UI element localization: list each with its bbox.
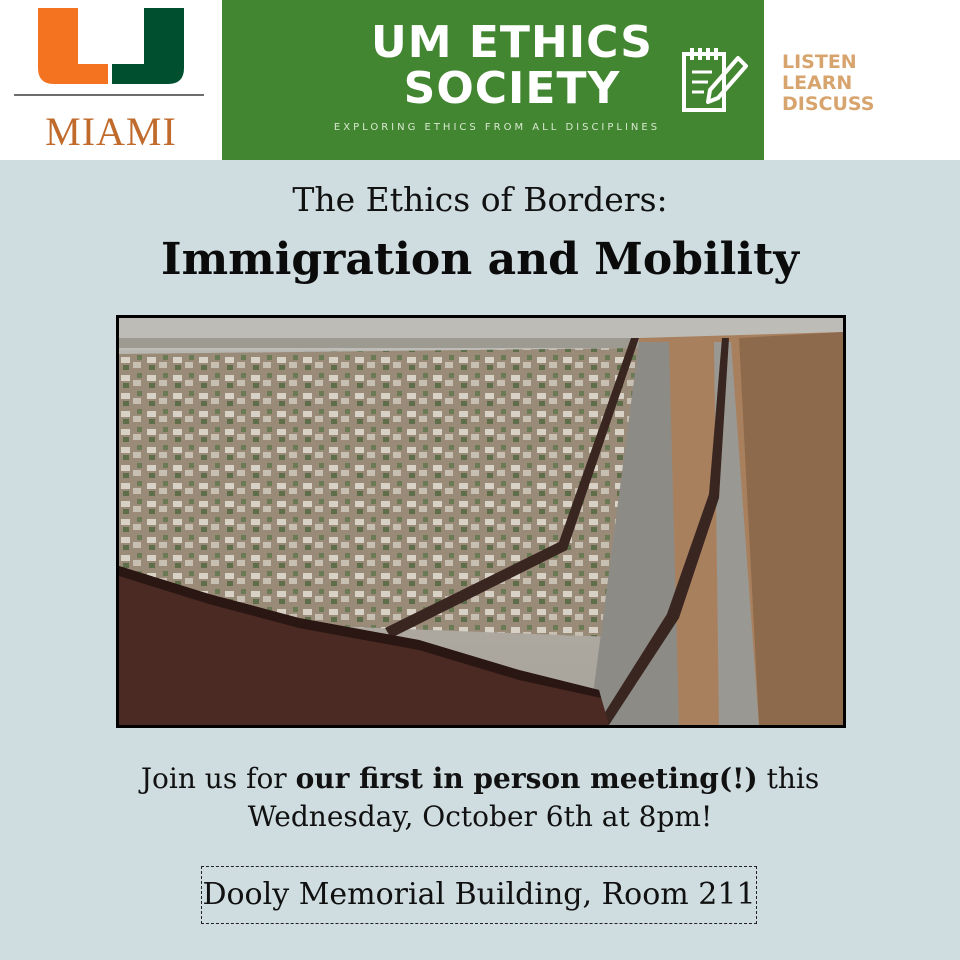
location-box: Dooly Memorial Building, Room 211 [201,866,757,924]
logo-divider [14,94,204,96]
society-title [352,17,672,114]
tagline-learn: LEARN [782,72,853,94]
society-title-line2: SOCIETY [403,63,621,114]
tagline-discuss: DISCUSS [782,93,875,115]
event-title: Immigration and Mobility [161,234,799,285]
border-wall-photo [116,315,846,728]
invite-suffix: this [757,762,820,795]
tagline-listen: LISTEN [782,51,857,73]
header [0,0,960,160]
invite-highlight: our first in person meeting(!) [295,762,758,795]
invite-line2: Wednesday, October 6th at 8pm! [247,800,713,833]
notepad-pencil-icon [678,44,750,116]
border-wall-illustration [119,318,843,725]
um-logo [0,0,222,160]
um-u-logo-icon [38,8,184,84]
society-subtitle: EXPLORING ETHICS FROM ALL DISCIPLINES [333,122,661,133]
invite-line1 [0,760,960,798]
school-name: MIAMI [45,109,177,154]
society-banner [222,0,764,160]
event-pretitle: The Ethics of Borders: [292,180,668,219]
society-title-line1: UM ETHICS [371,17,653,68]
tagline [782,52,874,115]
invite-prefix: Join us for [140,762,296,795]
invite-text [0,760,960,836]
